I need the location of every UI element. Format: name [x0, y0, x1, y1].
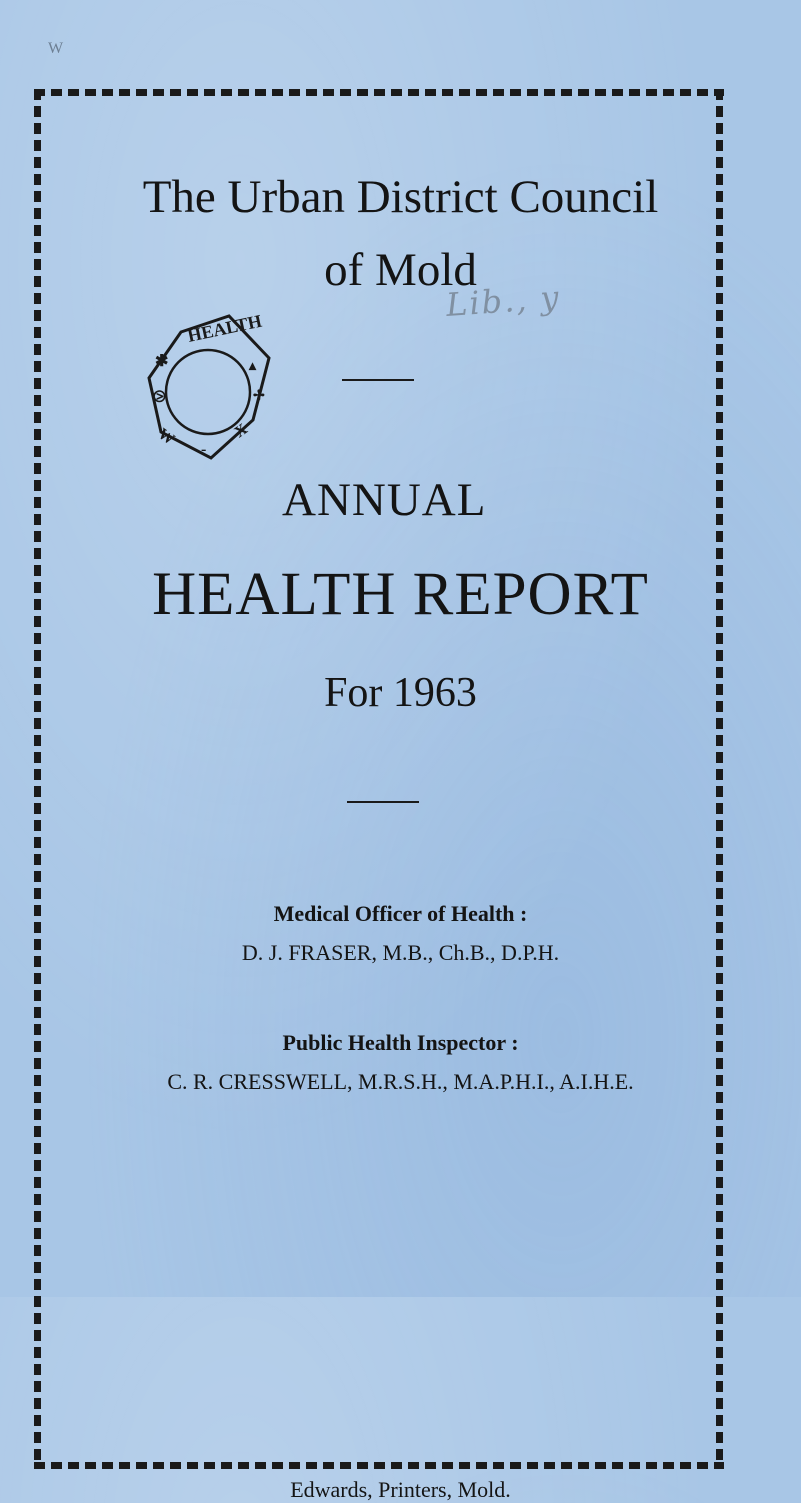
svg-text:✱: ✱ — [155, 353, 169, 370]
svg-text:✢: ✢ — [253, 389, 265, 404]
inspector-name: C. R. CRESSWELL, M.R.S.H., M.A.P.H.I., A.I.H.E. — [167, 1069, 634, 1094]
divider-rule-lower — [347, 801, 419, 803]
svg-text:⧁: ⧁ — [153, 389, 166, 406]
svg-text:-: - — [201, 441, 207, 458]
svg-text:▴: ▴ — [249, 359, 257, 374]
inspector-label: Public Health Inspector : — [282, 1030, 519, 1055]
handwritten-note: Lib., y — [444, 278, 562, 324]
heading-health-report: HEALTH REPORT — [152, 561, 649, 628]
border-top — [34, 89, 724, 96]
heading-annual: ANNUAL — [282, 474, 487, 526]
printer-credit: Edwards, Printers, Mold. — [290, 1477, 511, 1502]
seal-lettering: HEALTH — [185, 310, 264, 346]
medical-officer-name: D. J. FRASER, M.B., Ch.B., D.P.H. — [241, 940, 560, 965]
svg-text:W: W — [154, 425, 178, 449]
svg-text:X: X — [231, 420, 251, 442]
corner-mark: W — [48, 40, 64, 57]
medical-officer-label: Medical Officer of Health : — [273, 901, 528, 926]
council-title-line2: of Mold — [324, 244, 477, 296]
health-seal-icon — [141, 308, 283, 468]
council-title-line1: The Urban District Council — [142, 171, 659, 223]
border-bottom — [34, 1462, 724, 1469]
divider-rule — [342, 379, 414, 381]
report-year: For 1963 — [324, 670, 477, 716]
